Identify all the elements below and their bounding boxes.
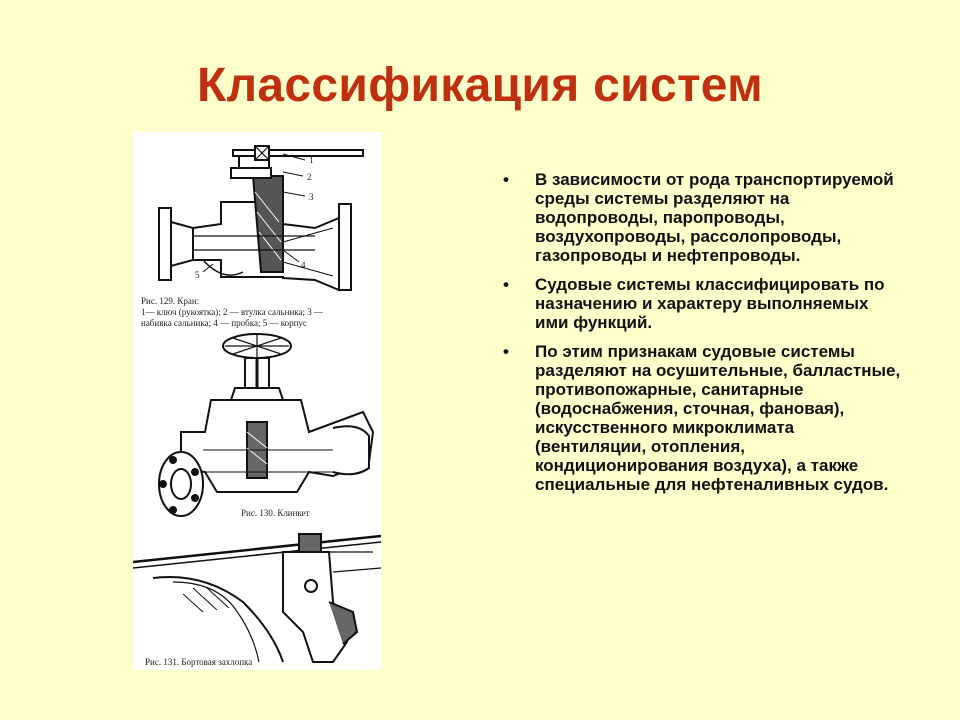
fig-129-caption-line-1: Рис. 129. Кран:	[141, 296, 200, 306]
bullet-marker: •	[503, 275, 509, 294]
callout-4: 4	[301, 260, 306, 270]
callout-1: 1	[309, 155, 314, 165]
callout-5: 5	[195, 270, 200, 280]
bullet-text: Судовые системы классифицировать по назначению и характеру выполняемых ими функций.	[535, 275, 885, 332]
gate-valve-drawing	[159, 334, 373, 516]
bullet-marker: •	[503, 170, 509, 189]
fig-131-caption: Рис. 131. Бортовая захлопка	[145, 657, 253, 667]
valve-illustrations-panel	[133, 132, 381, 670]
slide-title: Классификация систем	[197, 59, 763, 112]
callout-3: 3	[309, 192, 314, 202]
bullet-marker: •	[503, 342, 509, 361]
bullet-item	[503, 275, 903, 332]
side-valve-drawing	[133, 534, 381, 662]
bullet-item	[503, 170, 903, 265]
bullet-item	[503, 342, 903, 494]
fig-130-caption: Рис. 130. Клинкет	[241, 508, 310, 518]
bullet-list	[503, 170, 903, 504]
plug-cock-drawing	[159, 146, 363, 290]
bullet-text: В зависимости от рода транспортируемой среды системы разделяют на водопроводы, паропроводы, воздухопроводы, рассолопроводы, газопроводы и нефтепроводы.	[535, 170, 894, 265]
bullet-text: По этим признакам судовые системы разделяют на осушительные, балластные, противопожарные, санитарные (водоснабжения, сточная, фановая), искусственного микроклимата (вентиляции, отопления, кондиционирования воздуха), а также специальные для нефтеналивных судов.	[535, 342, 901, 494]
fig-129-caption-line-3: набивка сальника; 4 — пробка; 5 — корпус	[141, 318, 307, 328]
fig-129-caption-line-2: 1— ключ (рукоятка); 2 — втулка сальника; 3 —	[141, 307, 323, 317]
callout-2: 2	[307, 172, 312, 182]
